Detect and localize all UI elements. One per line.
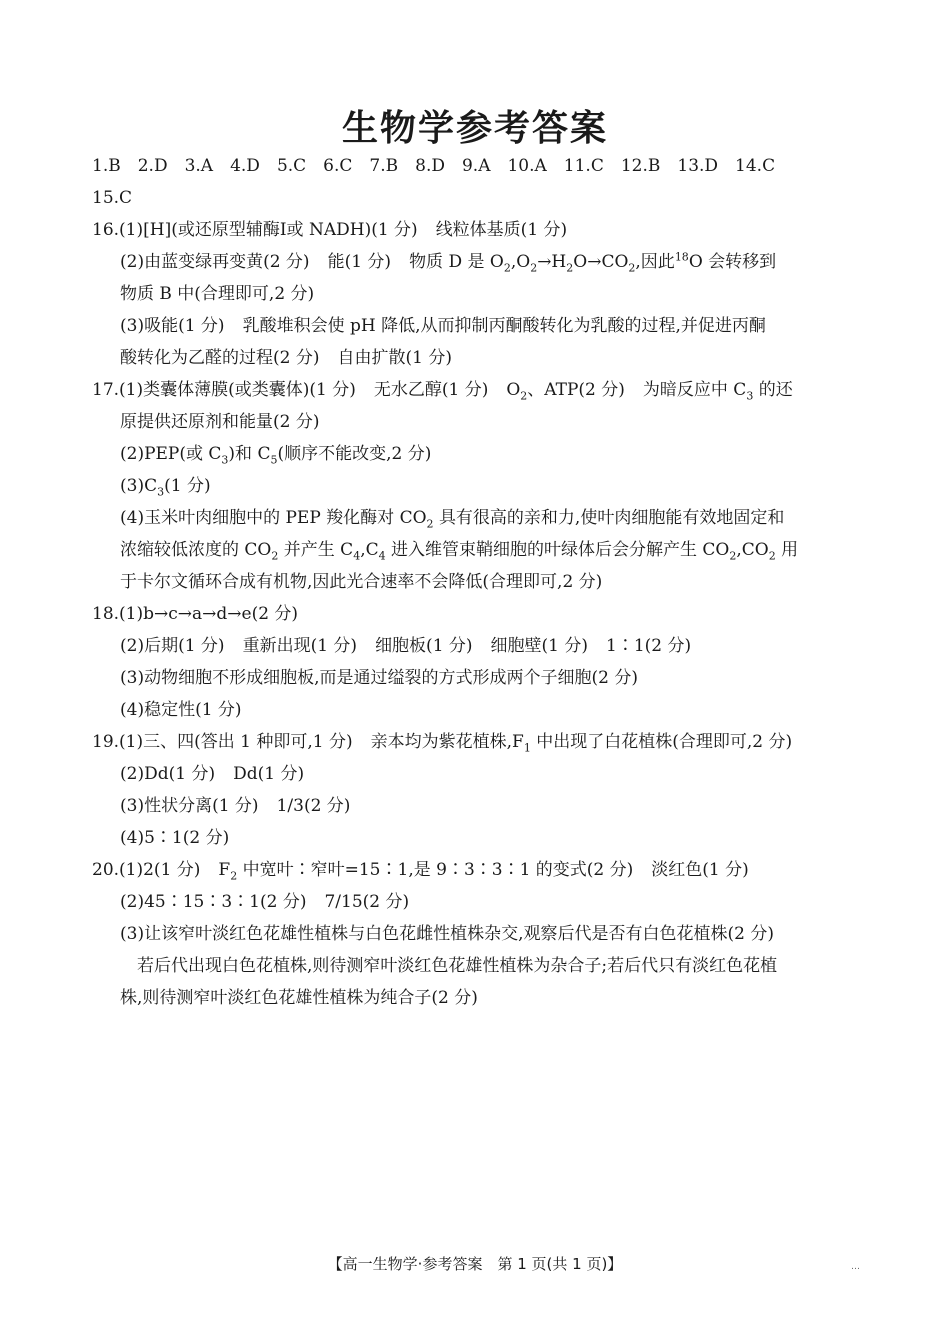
q16-line-3: 物质 B 中(合理即可,2 分) — [120, 284, 315, 304]
mc-answer: 6.C — [323, 156, 353, 176]
q20-line-4: 若后代出现白色花植株,则待测窄叶淡红色花雄性植株为杂合子;若后代只有淡红色花植 — [137, 956, 778, 976]
page-title: 生物学参考答案 — [341, 108, 608, 149]
q20-line-5: 株,则待测窄叶淡红色花雄性植株为纯合子(2 分) — [120, 988, 478, 1008]
page-footer: 【高一生物学·参考答案 第 1 页(共 1 页)】 — [327, 1255, 623, 1273]
mc-answer: 9.A — [461, 156, 491, 176]
mc-answer: 2.D — [137, 156, 168, 176]
q18-part2-c: 细胞板(1 分) — [375, 636, 473, 656]
q16-line-5 — [92, 342, 867, 374]
q17-line-4: $(3)C_3(1$ 分) — [120, 476, 211, 499]
q17-part1-a: 17.(1)类囊体薄膜(或类囊体)(1 分) — [92, 380, 356, 400]
q17-line-7: 于卡尔文循环合成有机物,因此光合速率不会降低(合理即可,2 分) — [120, 572, 603, 592]
q20-line-3: (3)让该窄叶淡红色花雄性植株与白色花雌性植株杂交,观察后代是否有白色花植株(2 分) — [120, 924, 774, 944]
q20-part2-b: 7/15(2 分) — [324, 892, 410, 912]
q19-part3-a: (3)性状分离(1 分) — [120, 796, 259, 816]
q18-part2-b: 重新出现(1 分) — [242, 636, 358, 656]
mc-answer: 7.B — [369, 156, 399, 176]
q17-part1-d: 为暗反应中 $C_3$ 的还 — [642, 380, 793, 403]
q17-line-5: (4)玉米叶肉细胞中的 PEP 羧化酶对 $CO_2$ 具有很高的亲和力,使叶肉细胞能有效地固定和 — [120, 508, 785, 531]
q16-part3-c: 酸转化为乙醛的过程(2 分) — [120, 348, 320, 368]
answer-content — [92, 150, 867, 1014]
corner-mark: … — [851, 1262, 860, 1272]
mc-answer: 3.A — [184, 156, 214, 176]
q16-line-1 — [92, 214, 867, 246]
q17-line-1 — [92, 374, 867, 406]
q20-part1-c: 淡红色(1 分) — [651, 860, 749, 880]
q18-line-2 — [92, 630, 867, 662]
q19-part3-b: 1/3(2 分) — [276, 796, 351, 816]
mc-answer: 10.A — [507, 156, 547, 176]
mc-answer: 14.C — [735, 156, 776, 176]
mc-answer: 11.C — [563, 156, 604, 176]
mc-answer: 13.D — [677, 156, 719, 176]
q18-line-4: (4)稳定性(1 分) — [120, 700, 242, 720]
q16-part1-answer: 16.(1)[H](或还原型辅酶Ⅰ或 NADH)(1 分) — [92, 220, 418, 240]
q20-line-1 — [92, 854, 867, 886]
mc-answer: 4.D — [230, 156, 260, 176]
q17-part1-c: $O_2$、ATP(2 分) — [506, 380, 625, 403]
q19-line-2 — [92, 758, 867, 790]
mc-answer: 15.C — [92, 188, 133, 208]
q17-line-6: 浓缩较低浓度的 $CO_2$ 并产生 $C_4,C_4$ 进入维管束鞘细胞的叶绿体后会分解产生 $CO_2,CO_2$ 用 — [120, 540, 799, 563]
q19-line-4: (4)5∶1(2 分) — [120, 828, 230, 848]
q18-part2-e: 1∶1(2 分) — [606, 636, 692, 656]
q16-part3-a: (3)吸能(1 分) — [120, 316, 225, 336]
q16-part3-d: 自由扩散(1 分) — [337, 348, 452, 368]
q19-part2-b: Dd(1 分) — [233, 764, 305, 784]
mc-answer: 5.C — [276, 156, 307, 176]
q17-part1-b: 无水乙醇(1 分) — [373, 380, 489, 400]
q20-part1-a: 20.(1)2(1 分) — [92, 860, 201, 880]
q20-part2-a: (2)45∶15∶3∶1(2 分) — [120, 892, 307, 912]
q16-part1-location: 线粒体基质(1 分) — [435, 220, 568, 240]
q20-part1-b: $F_2$ 中宽叶∶窄叶=15∶1,是 9∶3∶3∶1 的变式(2 分) — [218, 860, 634, 883]
q16-part3-b: 乳酸堆积会使 pH 降低,从而抑制丙酮酸转化为乳酸的过程,并促进丙酮 — [242, 316, 766, 336]
q18-line-1: 18.(1)b→c→a→d→e(2 分) — [92, 604, 299, 624]
q16-part2-can: 能(1 分) — [327, 252, 392, 272]
q19-line-1 — [92, 726, 867, 758]
q20-line-2 — [92, 886, 867, 918]
mc-answer: 8.D — [415, 156, 445, 176]
q18-part2-d: 细胞壁(1 分) — [490, 636, 589, 656]
mc-answers-row-2 — [92, 182, 867, 214]
q16-part2-explain: 物质 D 是 $O_2,O_2\to H_2O\to CO_2$,因此$^{18}$O 会转移到 — [409, 250, 777, 275]
q17-line-3: (2)PEP(或 $C_3$)和 $C_5$(顺序不能改变,2 分) — [120, 444, 432, 467]
q19-line-3 — [92, 790, 867, 822]
q19-part2-a: (2)Dd(1 分) — [120, 764, 216, 784]
q18-line-3: (3)动物细胞不形成细胞板,而是通过缢裂的方式形成两个子细胞(2 分) — [120, 668, 638, 688]
q19-part1-a: 19.(1)三、四(答出 1 种即可,1 分) — [92, 732, 353, 752]
q19-part1-b: 亲本均为紫花植株$,F_1$ 中出现了白花植株(合理即可,2 分) — [370, 732, 793, 755]
q18-part2-a: (2)后期(1 分) — [120, 636, 225, 656]
q16-line-4 — [92, 310, 867, 342]
mc-answers-row — [92, 150, 867, 182]
mc-answer: 12.B — [620, 156, 661, 176]
q16-part2-color: (2)由蓝变绿再变黄(2 分) — [120, 252, 310, 272]
q16-line-2 — [92, 246, 867, 278]
q17-line-2: 原提供还原剂和能量(2 分) — [120, 412, 320, 432]
mc-answer: 1.B — [92, 156, 121, 176]
